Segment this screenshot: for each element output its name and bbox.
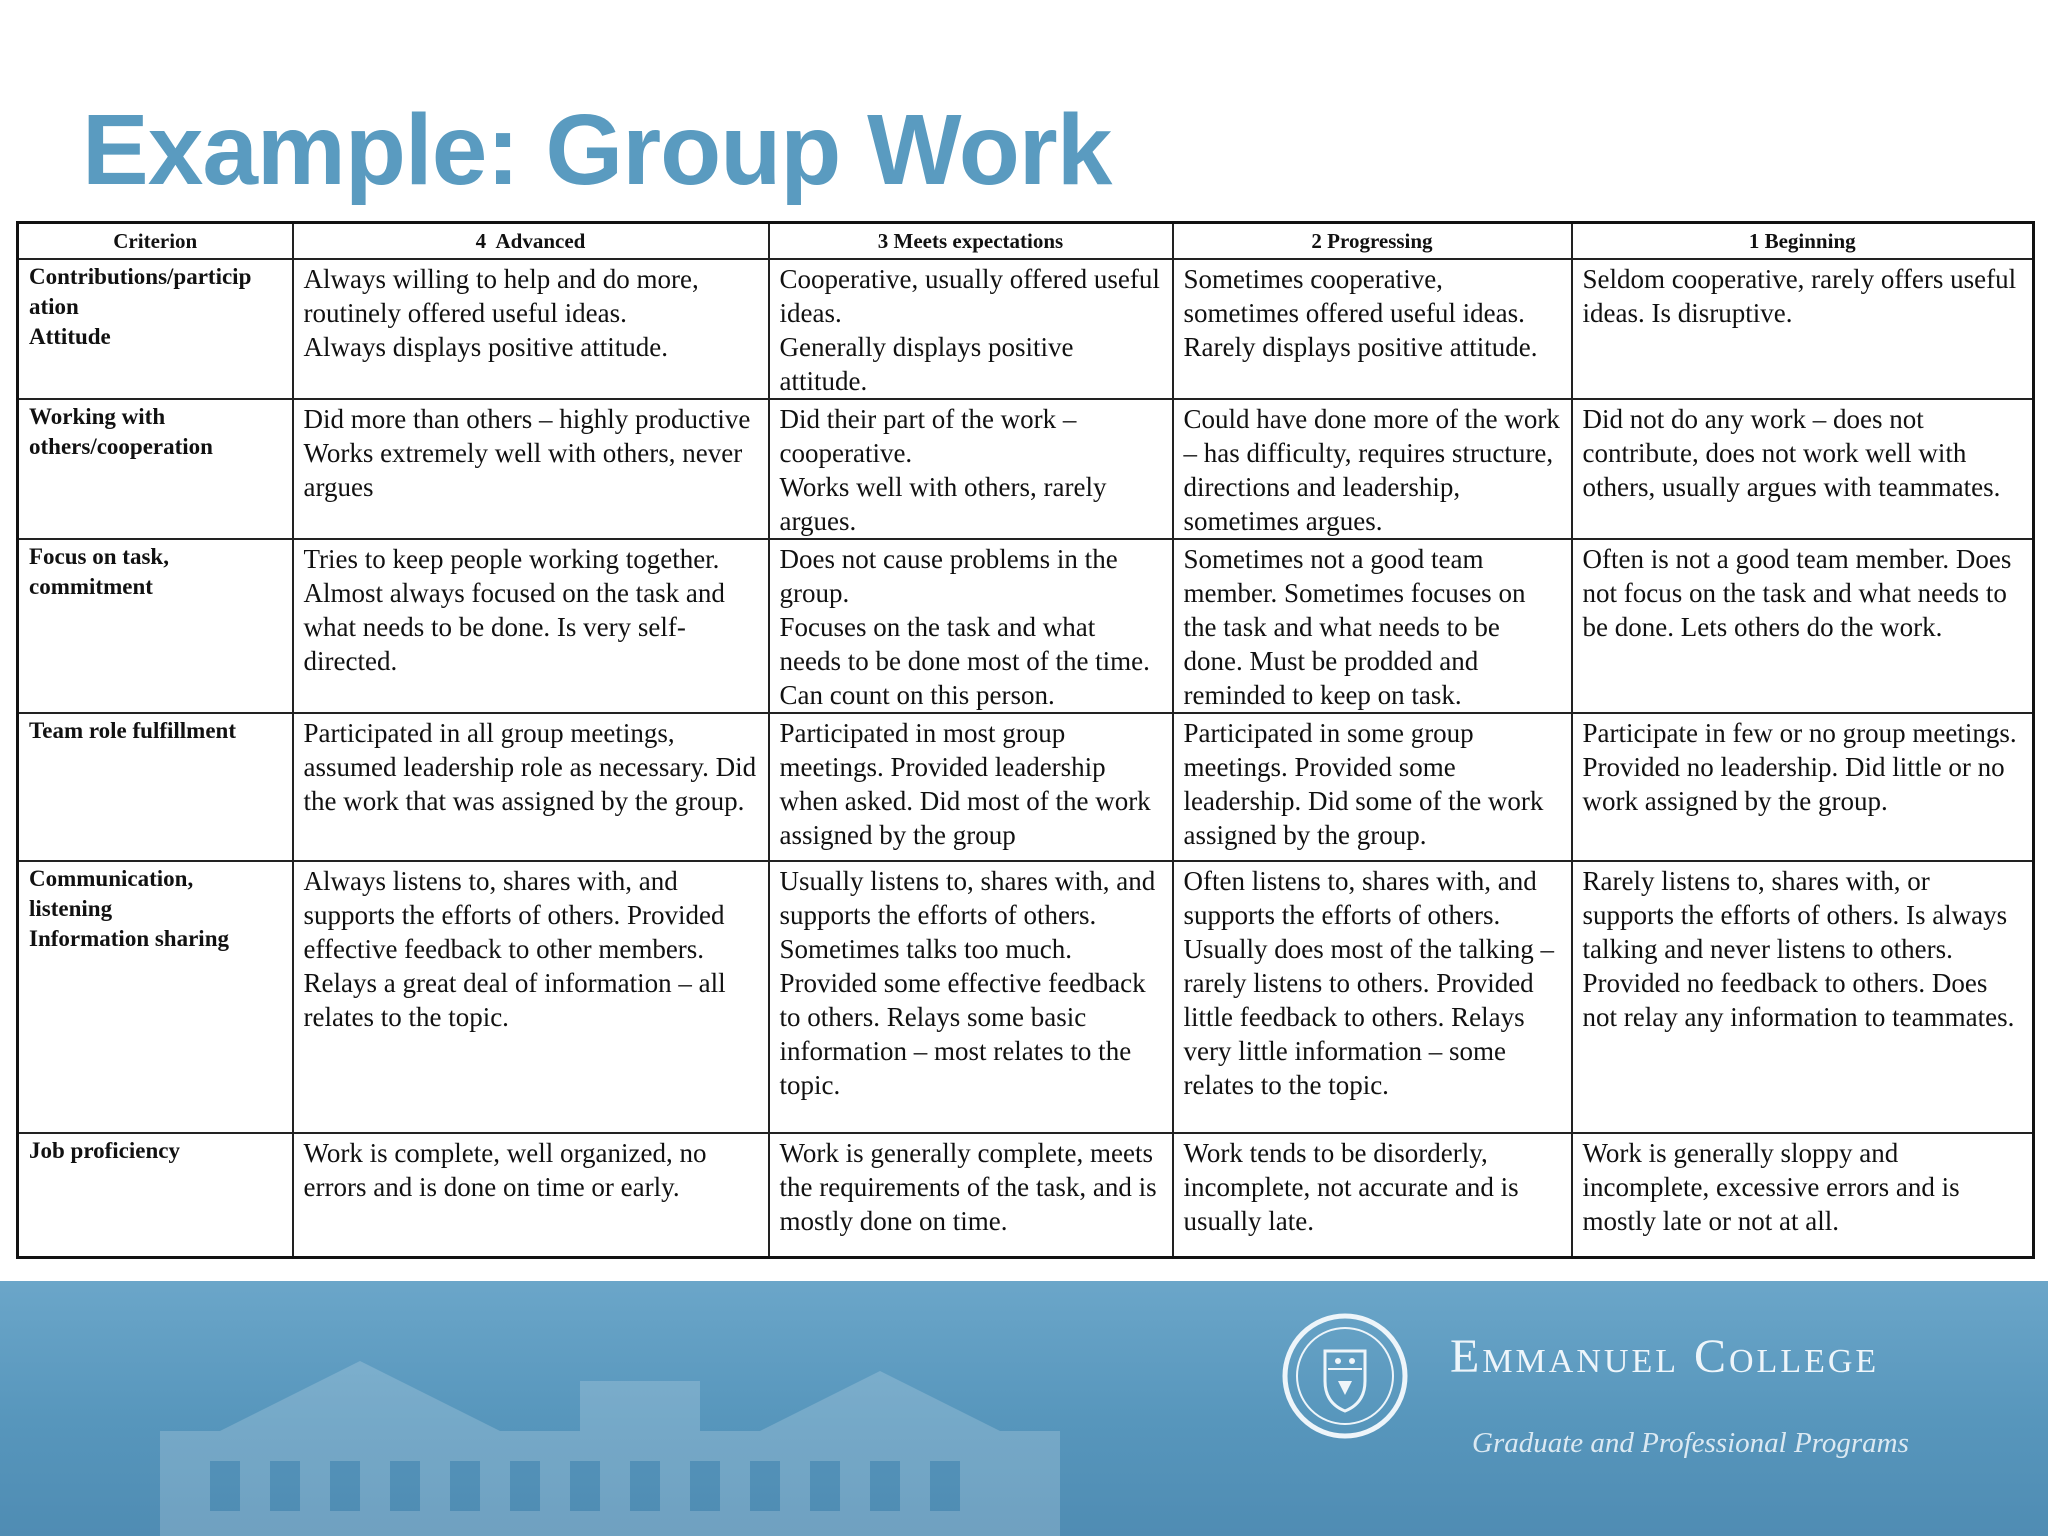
rubric-cell: Did not do any work – does not contribute, does not work well with others, usually argues with teammates. [1572,399,2034,539]
table-row [18,259,2034,399]
criterion-cell [18,399,293,539]
criterion-label: Attitude [29,324,111,349]
criterion-label: Job proficiency [29,1138,180,1163]
rubric-cell: Participate in few or no group meetings. Provided no leadership. Did little or no work assigned by the group. [1572,713,2034,861]
rubric-cell: Often is not a good team member. Does not focus on the task and what needs to be done. Lets others do the work. [1572,539,2034,713]
header-advanced: 4 Advanced [293,223,769,260]
rubric-cell: Work is generally complete, meets the requirements of the task, and is mostly done on time. [769,1133,1173,1257]
rubric-cell: Could have done more of the work – has difficulty, requires structure, directions and leadership, sometimes argues. [1173,399,1572,539]
header-meets-expectations: 3 Meets expectations [769,223,1173,260]
rubric-cell: Usually listens to, shares with, and supports the efforts of others. Sometimes talks too much. Provided some effective feedback to others. Relays some basic information – most relates to the topic. [769,861,1173,1133]
rubric-cell: Tries to keep people working together. Almost always focused on the task and what needs to be done. Is very self-directed. [293,539,769,713]
college-subtitle: Graduate and Professional Programs [1472,1427,1909,1459]
header-criterion: Criterion [18,223,293,260]
rubric-cell: Work is generally sloppy and incomplete, excessive errors and is mostly late or not at all. [1572,1133,2034,1257]
criterion-label: ation [29,294,79,319]
college-name: Emmanuel College [1450,1330,1880,1383]
rubric-cell: Participated in most group meetings. Provided leadership when asked. Did most of the work assigned by the group [769,713,1173,861]
rubric-table [16,221,2035,1259]
table-row [18,539,2034,713]
table-row [18,861,2034,1133]
criterion-label: listening [29,896,113,921]
building-watermark-icon [160,1341,1060,1536]
criterion-cell [18,1133,293,1257]
criterion-label: Working with [29,404,166,429]
criterion-cell [18,259,293,399]
rubric-cell: Did their part of the work – cooperative. Works well with others, rarely argues. [769,399,1173,539]
rubric-cell: Rarely listens to, shares with, or supports the efforts of others. Is always talking and never listens to others. Provided no feedback to others. Does not relay any information to teammates. [1572,861,2034,1133]
rubric-cell: Does not cause problems in the group. Focuses on the task and what needs to be done most of the time. Can count on this person. [769,539,1173,713]
rubric-cell: Seldom cooperative, rarely offers useful ideas. Is disruptive. [1572,259,2034,399]
criterion-label: Team role fulfillment [29,718,236,743]
rubric-cell: Participated in all group meetings, assumed leadership role as necessary. Did the work that was assigned by the group. [293,713,769,861]
criterion-label: Communication, [29,866,194,891]
criterion-label: Information sharing [29,926,229,951]
criterion-label: others/cooperation [29,434,213,459]
rubric-cell: Work is complete, well organized, no errors and is done on time or early. [293,1133,769,1257]
rubric-header-row [18,223,2034,260]
rubric-cell: Work tends to be disorderly, incomplete, not accurate and is usually late. [1173,1133,1572,1257]
rubric-cell: Always listens to, shares with, and supports the efforts of others. Provided effective feedback to other members. Relays a great deal of information – all relates to the topic. [293,861,769,1133]
criterion-cell [18,861,293,1133]
criterion-label: Focus on task, [29,544,169,569]
footer-banner [0,1281,2048,1536]
table-row [18,1133,2034,1257]
rubric-cell: Always willing to help and do more, routinely offered useful ideas. Always displays positive attitude. [293,259,769,399]
table-row [18,713,2034,861]
rubric-cell: Sometimes cooperative, sometimes offered useful ideas. Rarely displays positive attitude. [1173,259,1572,399]
college-seal-icon [1280,1311,1410,1441]
slide-title: Example: Group Work [82,94,1112,206]
rubric-cell: Participated in some group meetings. Provided some leadership. Did some of the work assigned by the group. [1173,713,1572,861]
criterion-label: Contributions/particip [29,264,252,289]
rubric-cell: Cooperative, usually offered useful ideas. Generally displays positive attitude. [769,259,1173,399]
rubric-cell: Did more than others – highly productive Works extremely well with others, never argues [293,399,769,539]
rubric-cell: Often listens to, shares with, and supports the efforts of others. Usually does most of the talking – rarely listens to others. Provided little feedback to others. Relays very little information – some relates to the topic. [1173,861,1572,1133]
criterion-cell [18,713,293,861]
header-beginning: 1 Beginning [1572,223,2034,260]
criterion-label: commitment [29,574,153,599]
rubric-cell: Sometimes not a good team member. Sometimes focuses on the task and what needs to be done. Must be prodded and reminded to keep on task. [1173,539,1572,713]
table-row [18,399,2034,539]
header-progressing: 2 Progressing [1173,223,1572,260]
criterion-cell [18,539,293,713]
